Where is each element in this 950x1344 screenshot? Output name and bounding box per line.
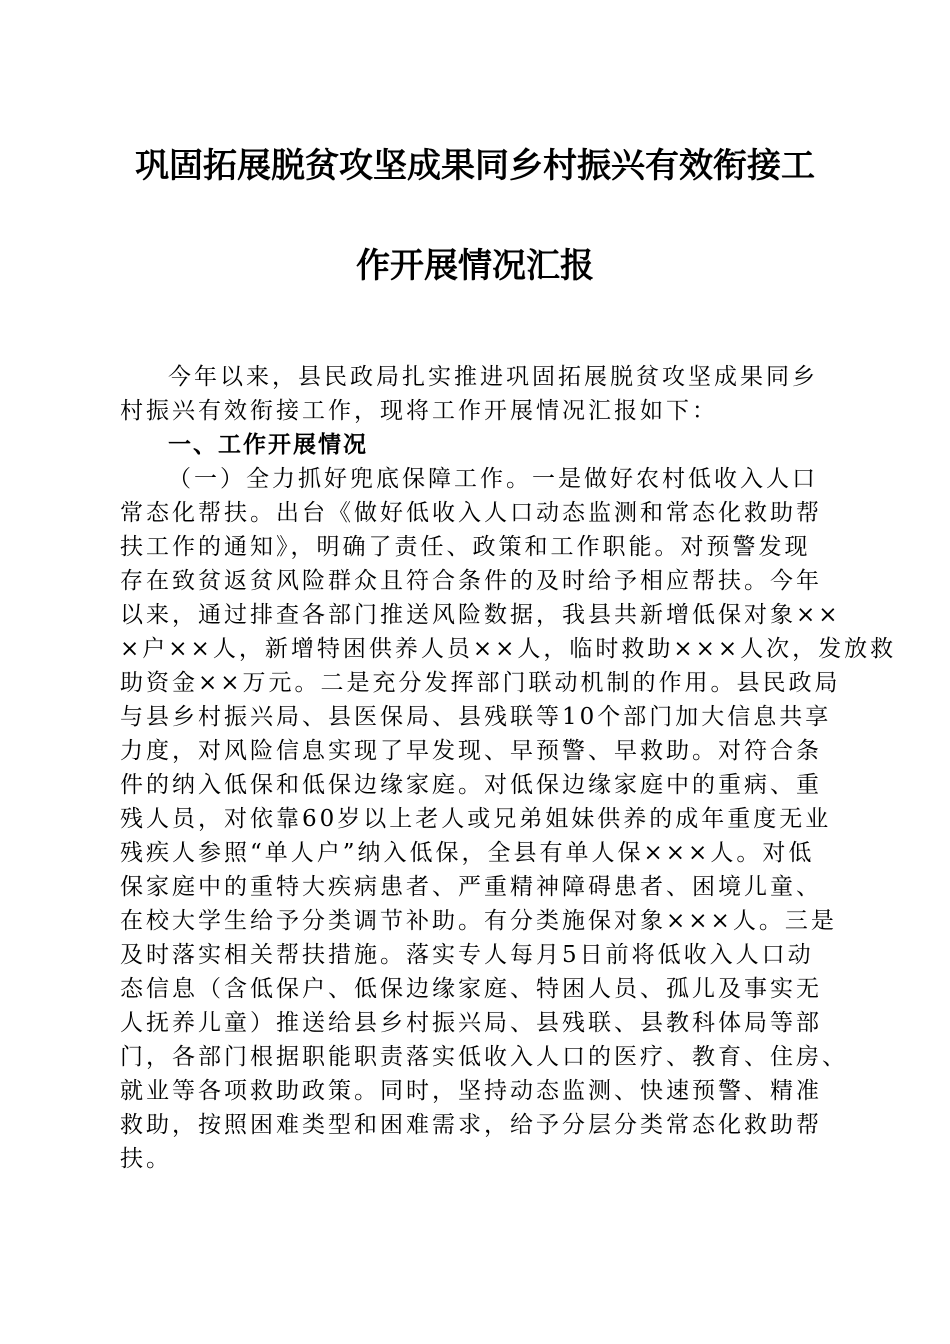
paragraph-line: 救助，按照困难类型和困难需求，给予分层分类常态化救助帮 [120,1112,822,1138]
paragraph-line: 保家庭中的重特大疾病患者、严重精神障碍患者、困境儿童、 [120,874,822,900]
paragraph-line: 与县乡村振兴局、县医保局、县残联等10个部门加大信息共享 [120,704,832,730]
paragraph-line: 力度，对风险信息实现了早发现、早预警、早救助。对符合条 [120,738,822,764]
paragraph-line: 门，各部门根据职能职责落实低收入人口的医疗、教育、住房、 [120,1044,848,1070]
paragraph-line: 就业等各项救助政策。同时，坚持动态监测、快速预警、精准 [120,1078,822,1104]
paragraph-line: 残疾人参照“单人户”纳入低保，全县有单人保×××人。对低 [120,840,815,866]
paragraph-line: 及时落实相关帮扶措施。落实专人每月5日前将低收入人口动 [120,942,814,968]
document-title-line-2: 作开展情况汇报 [356,246,594,286]
paragraph-line: 存在致贫返贫风险群众且符合条件的及时给予相应帮扶。今年 [120,568,822,594]
paragraph-line: 态信息（含低保户、低保边缘家庭、特困人员、孤儿及事实无 [120,976,822,1002]
section-heading: 一、工作开展情况 [168,432,368,458]
paragraph-line: 以来，通过排查各部门推送风险数据，我县共新增低保对象×× [120,602,841,628]
paragraph-line: 助资金××万元。二是充分发挥部门联动机制的作用。县民政局 [120,670,841,696]
paragraph-line: （一）全力抓好兜底保障工作。一是做好农村低收入人口 [168,466,818,492]
paragraph-line: 扶。 [120,1146,172,1172]
document-body [120,360,897,1176]
paragraph-line: 村振兴有效衔接工作，现将工作开展情况汇报如下： [120,398,718,424]
paragraph-line: 人抚养儿童）推送给县乡村振兴局、县残联、县教科体局等部 [120,1010,822,1036]
document-title-line-1: 巩固拓展脱贫攻坚成果同乡村振兴有效衔接工 [135,146,815,186]
paragraph-line: 今年以来，县民政局扎实推进巩固拓展脱贫攻坚成果同乡 [168,364,818,390]
paragraph-line: 在校大学生给予分类调节补助。有分类施保对象×××人。三是 [120,908,837,934]
paragraph-line: 件的纳入低保和低保边缘家庭。对低保边缘家庭中的重病、重 [120,772,822,798]
paragraph-line: ×户××人，新增特困供养人员××人，临时救助×××人次，发放救 [120,636,897,662]
paragraph-line: 扶工作的通知》，明确了责任、政策和工作职能。对预警发现 [120,534,811,560]
paragraph-line: 常态化帮扶。出台《做好低收入人口动态监测和常态化救助帮 [120,500,822,526]
paragraph-line: 残人员，对依靠60岁以上老人或兄弟姐妹供养的成年重度无业 [120,806,832,832]
